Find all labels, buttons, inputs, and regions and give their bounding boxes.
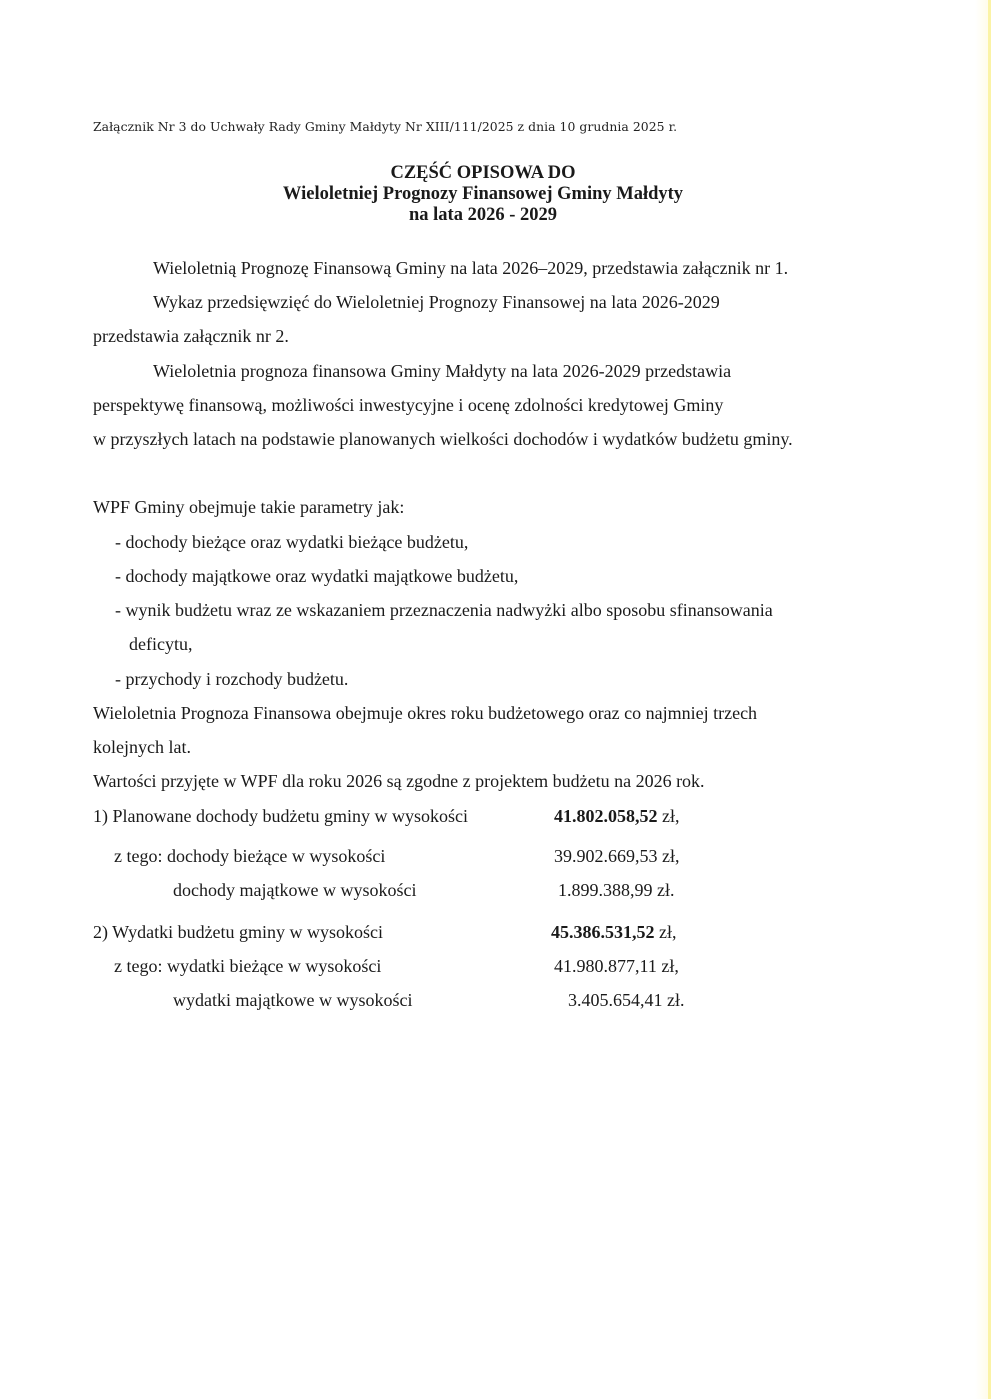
- parameter-item-3-continuation: deficytu,: [129, 634, 193, 654]
- income-property-amount: 1.899.388,99 zł.: [558, 880, 675, 900]
- title-line-3: na lata 2026 - 2029: [409, 205, 557, 225]
- expenses-property-label: wydatki majątkowe w wysokości: [173, 990, 413, 1010]
- income-total-amount: [554, 805, 680, 827]
- title-line-1: CZĘŚĆ OPISOWA DO: [390, 163, 576, 183]
- period-line-3: Wartości przyjęte w WPF dla roku 2026 są zgodne z projektem budżetu na 2026 rok.: [93, 771, 705, 791]
- attachment-header: Załącznik Nr 3 do Uchwały Rady Gminy Małdyty Nr XIII/111/2025 z dnia 10 grudnia 2025 r.: [93, 119, 678, 134]
- parameter-item-3: - wynik budżetu wraz ze wskazaniem przeznaczenia nadwyżki albo sposobu sfinansowania: [115, 600, 773, 620]
- document-title: [0, 163, 966, 226]
- income-total-value: 41.802.058,52: [554, 806, 658, 826]
- paragraph-3-line-2: perspektywę finansową, możliwości inwestycyjne i ocenę zdolności kredytowej Gminy: [93, 395, 724, 415]
- page-edge-highlight: [988, 0, 991, 1399]
- paragraph-3-line-3: w przyszłych latach na podstawie planowanych wielkości dochodów i wydatków budżetu gminy.: [93, 429, 793, 449]
- title-line-2: Wieloletniej Prognozy Finansowej Gminy Małdyty: [282, 184, 684, 204]
- parameters-intro: WPF Gminy obejmuje takie parametry jak:: [93, 497, 405, 517]
- period-line-1: Wieloletnia Prognoza Finansowa obejmuje okres roku budżetowego oraz co najmniej trzech: [93, 703, 758, 723]
- paragraph-2-line-2: przedstawia załącznik nr 2.: [93, 326, 289, 346]
- income-property-label: dochody majątkowe w wysokości: [173, 880, 417, 900]
- income-current-label: z tego: dochody bieżące w wysokości: [114, 846, 386, 866]
- paragraph-2-line-1: Wykaz przedsięwzięć do Wieloletniej Prognozy Finansowej na lata 2026-2029: [153, 292, 720, 312]
- paragraph-3-line-1: Wieloletnia prognoza finansowa Gminy Małdyty na lata 2026-2029 przedstawia: [153, 361, 732, 381]
- expenses-current-amount: 41.980.877,11 zł,: [554, 956, 679, 976]
- expenses-total-amount: [551, 921, 677, 943]
- parameter-item-4: - przychody i rozchody budżetu.: [115, 669, 349, 689]
- income-current-amount: 39.902.669,53 zł,: [554, 846, 680, 866]
- expenses-total-label: 2) Wydatki budżetu gminy w wysokości: [93, 922, 384, 942]
- paragraph-1: Wieloletnią Prognozę Finansową Gminy na lata 2026–2029, przedstawia załącznik nr 1.: [153, 258, 789, 278]
- parameter-item-1: - dochody bieżące oraz wydatki bieżące budżetu,: [115, 532, 469, 552]
- expenses-total-suffix: zł,: [654, 922, 677, 942]
- expenses-current-label: z tego: wydatki bieżące w wysokości: [114, 956, 382, 976]
- income-total-suffix: zł,: [657, 806, 680, 826]
- expenses-total-value: 45.386.531,52: [551, 922, 655, 942]
- income-total-label: 1) Planowane dochody budżetu gminy w wysokości: [93, 806, 468, 826]
- parameter-item-2: - dochody majątkowe oraz wydatki majątkowe budżetu,: [115, 566, 519, 586]
- period-line-2: kolejnych lat.: [93, 737, 191, 757]
- page-edge-shadow: [975, 0, 988, 1399]
- expenses-property-amount: 3.405.654,41 zł.: [568, 990, 685, 1010]
